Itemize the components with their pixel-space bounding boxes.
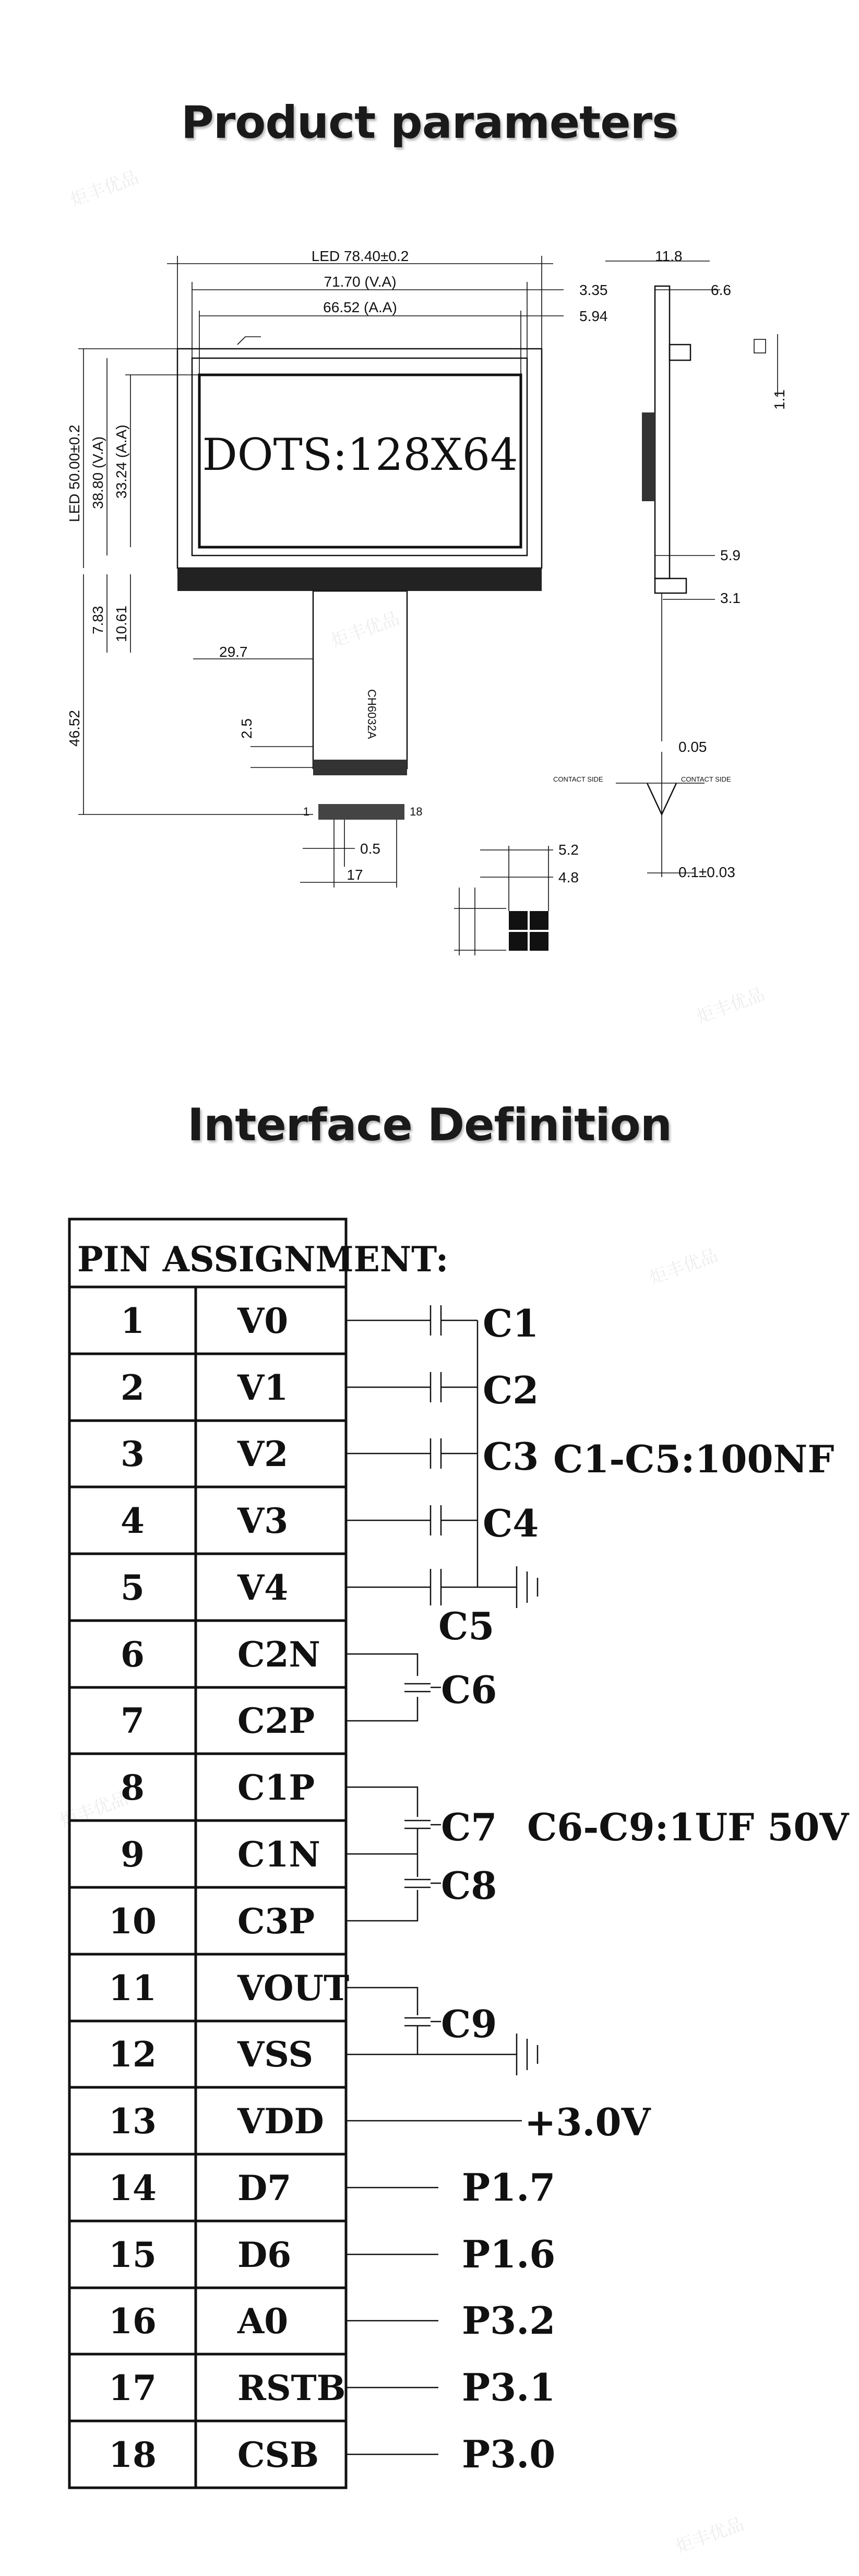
pin-number: 6 [121, 1634, 145, 1675]
svg-text:炬丰优品: 炬丰优品 [67, 167, 141, 211]
dim-aa-height: 33.24 (A.A) [113, 424, 129, 499]
product-parameters-title: Product parameters [181, 97, 678, 149]
pin-number: 14 [109, 2168, 157, 2208]
pin-number: 3 [121, 1434, 145, 1474]
cap-label-c5: C5 [438, 1604, 495, 1648]
pin-number: 8 [121, 1767, 145, 1808]
dim-total-height: 46.52 [66, 710, 82, 747]
svg-text:炬丰优品: 炬丰优品 [694, 984, 768, 1028]
cap-label-c3: C3 [483, 1434, 539, 1479]
pin-name: RSTB [237, 2368, 346, 2408]
lcd-side-view [605, 248, 788, 741]
pin-number: 7 [121, 1700, 145, 1741]
fpc-code: CH6032A [365, 689, 378, 739]
cap-label-c9: C9 [441, 2002, 497, 2046]
pin-number: 15 [109, 2235, 157, 2275]
pin-number: 10 [109, 1901, 157, 1942]
pin-name: C1N [237, 1834, 320, 1875]
vdd-supply-label: +3.0V [524, 2100, 651, 2144]
pin-name: V2 [237, 1434, 289, 1474]
pin-name: VSS [237, 2034, 314, 2075]
cap-label-c7: C7 [441, 1805, 497, 1849]
dim-contact-0-05: 0.05 [678, 739, 707, 755]
pin-table-header: PIN ASSIGNMENT: [77, 1239, 449, 1280]
dim-led-height: LED 50.00±0.2 [66, 424, 82, 522]
svg-text:炬丰优品: 炬丰优品 [673, 2513, 747, 2558]
dim-fpc-left: 29.7 [219, 644, 248, 660]
dim-7-83: 7.83 [90, 606, 106, 634]
dim-va-width: 71.70 (V.A) [324, 274, 397, 290]
pin-number: 5 [121, 1567, 145, 1608]
pin-name: V0 [237, 1301, 289, 1341]
pin-name: C3P [237, 1901, 315, 1942]
port-label: P1.6 [462, 2232, 556, 2276]
port-label: P3.2 [462, 2298, 556, 2343]
pin-name: CSB [237, 2435, 319, 2475]
dot-detail [454, 842, 579, 955]
dim-contact-tol: 0.1±0.03 [678, 864, 735, 880]
watermarks [57, 167, 767, 2557]
svg-text:炬丰优品: 炬丰优品 [57, 1788, 131, 1832]
pin-name: C2N [237, 1634, 320, 1675]
pin-number: 17 [109, 2368, 157, 2408]
pin-number: 13 [109, 2101, 157, 2142]
dim-dot-5-2: 5.2 [558, 842, 579, 858]
lcd-front-view [177, 337, 542, 591]
fpc-pins [318, 804, 404, 820]
dim-side-6-6: 6.6 [711, 282, 731, 298]
pin-number: 1 [121, 1301, 145, 1341]
pin-number: 4 [121, 1500, 145, 1541]
cap-label-c6: C6 [441, 1668, 497, 1712]
dim-side-5-9: 5.9 [720, 547, 741, 563]
cap-label-c2: C2 [483, 1368, 539, 1412]
dim-va-height: 38.80 (V.A) [90, 436, 106, 509]
pin-name: C1P [237, 1767, 315, 1808]
contact-side-right: CONTACT SIDE [681, 775, 731, 783]
fpc-stiffener [313, 760, 407, 775]
port-label: P3.1 [462, 2365, 556, 2409]
pin-number: 18 [109, 2435, 157, 2475]
dim-va-offset: 3.35 [579, 282, 608, 298]
dim-side-thickness: 11.8 [655, 248, 683, 264]
pin-name: A0 [237, 2301, 289, 2342]
pin-last-label: 18 [410, 805, 423, 818]
pin-name: VDD [237, 2101, 324, 2142]
pin-first-label: 1 [303, 805, 309, 818]
port-label: P3.0 [462, 2432, 556, 2476]
svg-text:炬丰优品: 炬丰优品 [328, 608, 402, 652]
contact-detail [553, 739, 735, 880]
pin-number: 9 [121, 1834, 145, 1875]
led-bottom-band [177, 568, 542, 591]
dim-pitch: 0.5 [360, 841, 380, 857]
note-c6-c9: C6-C9:1UF 50V [527, 1805, 849, 1849]
pin-name: V1 [237, 1367, 289, 1408]
interface-definition-title: Interface Definition [187, 1099, 672, 1151]
dim-led-width: LED 78.40±0.2 [311, 248, 409, 264]
dim-side-3-1: 3.1 [720, 590, 741, 606]
port-label: P1.7 [462, 2165, 556, 2209]
cap-label-c1: C1 [483, 1301, 539, 1345]
dim-aa-width: 66.52 (A.A) [323, 299, 397, 315]
pin-number: 12 [109, 2034, 157, 2075]
cap-label-c4: C4 [483, 1501, 539, 1545]
svg-text:炬丰优品: 炬丰优品 [647, 1245, 721, 1289]
lcd-label: DOTS:128X64 [202, 429, 518, 480]
capacitor-wiring [346, 1301, 850, 2476]
pin-name: C2P [237, 1700, 315, 1741]
cap-label-c8: C8 [441, 1863, 497, 1908]
dim-2-5: 2.5 [238, 718, 255, 739]
pin-name: V3 [237, 1500, 289, 1541]
fpc-dimensions [300, 820, 397, 888]
pin-number: 16 [109, 2301, 157, 2342]
note-c1-c5: C1-C5:100NF [553, 1437, 834, 1481]
pin-name: D6 [237, 2235, 292, 2275]
dim-side-1-1: 1.1 [771, 389, 788, 410]
dim-fpc-width: 17 [347, 867, 363, 883]
pin-name: V4 [237, 1567, 289, 1608]
dim-dot-4-8: 4.8 [558, 869, 579, 885]
dim-aa-offset: 5.94 [579, 308, 608, 324]
pin-name: D7 [237, 2168, 292, 2208]
pin-number: 11 [109, 1968, 157, 2008]
pin-number: 2 [121, 1367, 145, 1408]
pin-name: VOUT [237, 1968, 350, 2008]
contact-side-left: CONTACT SIDE [553, 775, 603, 783]
dim-10-61: 10.61 [113, 605, 129, 642]
